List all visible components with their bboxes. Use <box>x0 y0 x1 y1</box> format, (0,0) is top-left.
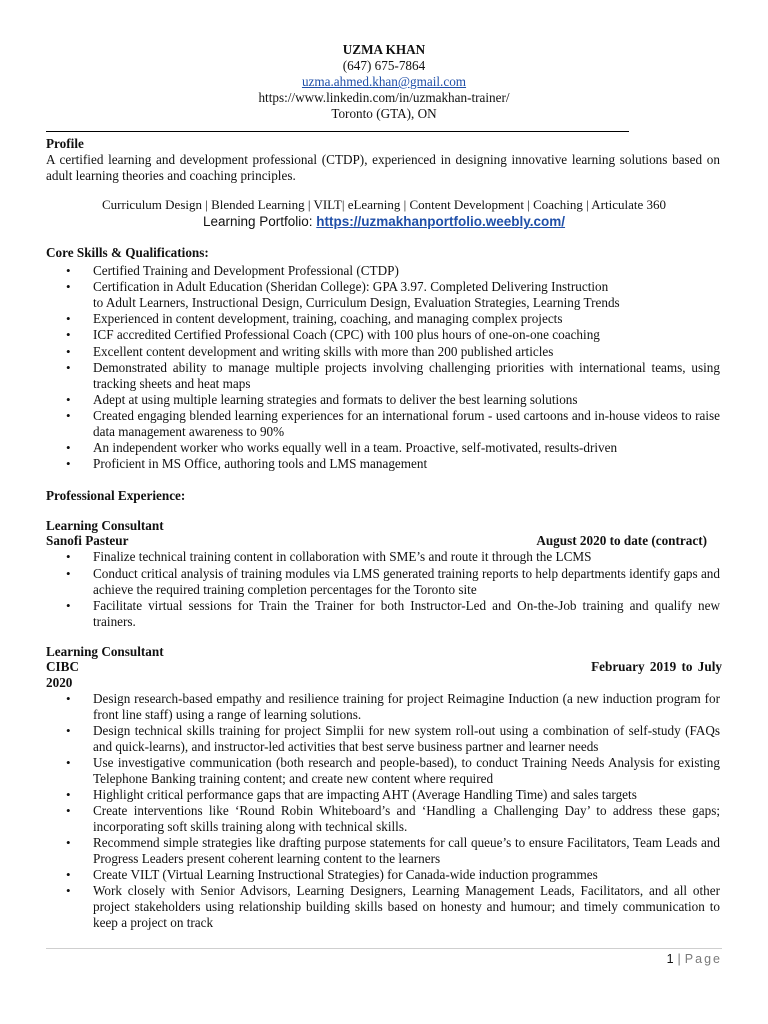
bullet-icon <box>66 279 76 295</box>
bullet-icon <box>66 456 76 472</box>
job-title: Learning Consultant <box>46 644 164 659</box>
bullet-icon <box>66 344 76 360</box>
bullet-icon <box>66 263 76 279</box>
job-dates-continuation: 2020 <box>46 675 73 690</box>
footer-separator: | <box>677 952 681 966</box>
bullet-icon <box>66 440 76 456</box>
bullet-icon <box>66 723 76 739</box>
bullet-icon <box>66 360 76 376</box>
portfolio-line <box>0 213 768 231</box>
skills-heading: Core Skills & Qualifications: <box>46 245 209 260</box>
bullet-icon <box>66 598 76 614</box>
page-label: Page <box>684 952 722 966</box>
candidate-name: UZMA KHAN <box>342 42 426 57</box>
bullet-icon <box>66 867 76 883</box>
header-divider <box>46 131 629 132</box>
bullet-icon <box>66 311 76 327</box>
page-footer <box>667 952 722 966</box>
bullet-icon <box>66 549 76 565</box>
bullet-icon <box>66 408 76 424</box>
email-link[interactable]: uzma.ahmed.khan@gmail.com <box>301 74 467 89</box>
bullet-icon <box>66 691 76 707</box>
bullet-icon <box>66 755 76 771</box>
portfolio-link[interactable]: https://uzmakhanportfolio.weebly.com/ <box>316 214 566 229</box>
job-company: CIBC <box>46 659 79 674</box>
job-dates: August 2020 to date (contract) <box>536 533 707 548</box>
job-dates: February 2019 to July <box>591 659 722 674</box>
location: Toronto (GTA), ON <box>331 106 437 121</box>
bullet-icon <box>66 566 76 582</box>
bullet-icon <box>66 883 76 899</box>
footer-divider <box>46 948 722 949</box>
page-number: 1 <box>666 952 674 966</box>
email-line <box>0 74 768 90</box>
job-company: Sanofi Pasteur <box>46 533 129 548</box>
bullet-icon <box>66 787 76 803</box>
bullet-icon <box>66 835 76 851</box>
skills-keywords: Curriculum Design | Blended Learning | VILT| eLearning | Content Development | Coaching | Articulate 360 <box>101 197 666 212</box>
bullet-icon <box>66 392 76 408</box>
experience-heading: Professional Experience: <box>46 488 186 503</box>
linkedin-url: https://www.linkedin.com/in/uzmakhan-trainer/ <box>258 90 510 105</box>
job-title: Learning Consultant <box>46 518 164 533</box>
phone-number: (647) 675-7864 <box>342 58 426 73</box>
bullet-icon <box>66 327 76 343</box>
profile-heading: Profile <box>46 136 84 151</box>
bullet-icon <box>66 803 76 819</box>
resume-page: UZMA KHAN (647) 675-7864 uzma.ahmed.khan@gmail.com https://www.linkedin.com/in/uzmakhan-trainer/ Toronto (GTA), ON Profile A certified learning and development professional (CTDP), experienced in designing innovative learning solutions based on adult learning theories and coaching principles. Curriculum Design | Blended Learning | VILT| eLearning | Content Development | Coaching | Articulate 360 Learning Portfolio: https://uzmakhanportfolio.weebly.com/ Core Skills & Qualifications: • Certified Training and Development Professional (CTDP) • Certification in Adult Education (Sheridan College): GPA 3.97. Completed Delivering Instruction to Adult Learners, Instructional Design, Curriculum Design, Evaluation Strategies, Learning Trends • Experienced in content development, training, coaching, and managing complex projects • ICF accredited Certified Professional Coach (CPC) with 100 plus hours of one-on-one coaching • Excellent content development and writing skills with more than 200 published articles • Demonstrated ability to manage multiple projects involving challenging priorities with international teams, using tracking sheets and heat maps • Adept at using multiple learning strategies and formats to deliver the best learning solutions • Created engaging blended learning experiences for an international forum - used cartoons and in-house videos to raise data management awareness to 90% • An independent worker who works equally well in a team. Proactive, self-motivated, results-driven • Proficient in MS Office, authoring tools and LMS management Professional Experience: Learning Consultant Sanofi Pasteur August 2020 to date (contract) • Finalize technical training content in collaboration with SME’s and route it through the LCMS • Conduct critical analysis of training modules via LMS generated training reports to help departments identify gaps and achieve the required training completion percentages for the Toronto site • Facilitate virtual sessions for Train the Trainer for both Instructor-Led and On-the-Job training and qualify new trainers. Learning Consultant CIBC February 2019 to July 2020 • Design research-based empathy and resilience training for project Reimagine Induction (a new induction program for front line staff) using a range of learning solutions. • Design technical skills training for project Simplii for new system roll-out using a combination of self-study (FAQs and quick-learns), and instructor-led activities that best serve business partner and learner needs • Use investigative communication (both research and people-based), to conduct Training Needs Analysis for existing Telephone Banking training content; and create new content where required • Highlight critical performance gaps that are impacting AHT (Average Handling Time) and sales targets • Create interventions like ‘Round Robin Whiteboard’s and ‘Handling a Challenging Day’ to address these gaps; incorporating soft skills training along with technical skills. • Recommend simple strategies like drafting purpose statements for call queue’s to ensure Facilitators, Team Leads and Progress Leaders present coherent learning content to the learners • Create VILT (Virtual Learning Instructional Strategies) for Canada-wide induction programmes • Work closely with Senior Advisors, Learning Designers, Learning Management Leads, Facilitators, and all other project stakeholders using relationship building skills based on honesty and humour; and timely communication to keep a project on track 1 | Page <box>0 0 768 1024</box>
profile-text: A certified learning and development professional (CTDP), experienced in designing innovative learning solutions based on adult learning theories and coaching principles. <box>46 152 720 183</box>
portfolio-label: Learning Portfolio: <box>202 214 317 229</box>
